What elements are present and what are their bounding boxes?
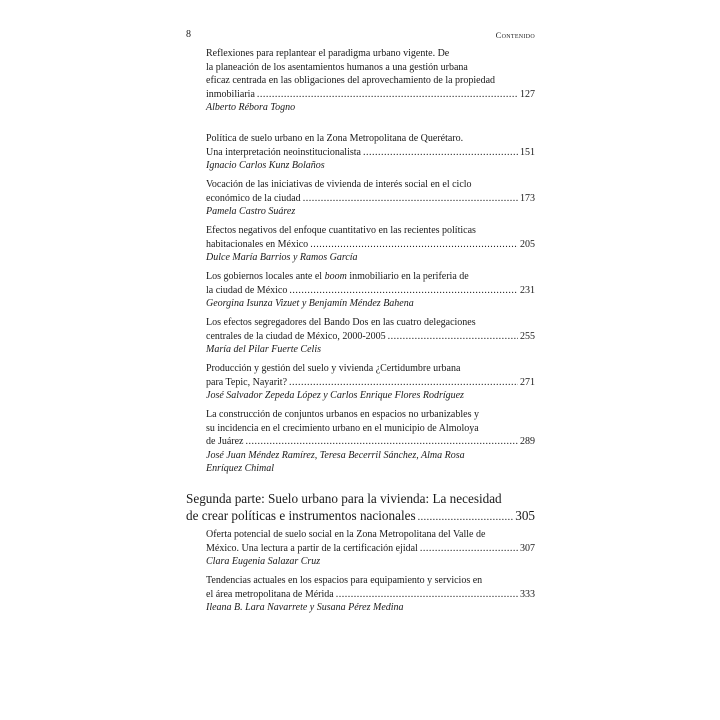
entry-title-text: el área metropolitana de Mérida — [206, 588, 334, 600]
toc-entry — [206, 132, 535, 173]
entry-title-last-line — [206, 284, 535, 298]
entry-author: Clara Eugenia Salazar Cruz — [206, 556, 321, 568]
entry-author: Alberto Rébora Togno — [206, 102, 296, 114]
entry-title-last-line — [206, 192, 535, 206]
dot-leader — [388, 330, 518, 344]
entry-title-text: habitacionales en México — [206, 238, 309, 250]
entry-title-last-line — [186, 508, 535, 527]
entry-title-text: inmobiliaria — [206, 88, 255, 100]
entry-title-line: Política de suelo urbano en la Zona Metropolitana de Querétaro. — [206, 133, 464, 144]
toc-entry — [206, 408, 535, 476]
toc-entry — [206, 178, 535, 219]
dot-leader — [418, 508, 514, 527]
entry-title-line: La construcción de conjuntos urbanos en espacios no urbanizables y — [206, 409, 479, 420]
entry-author: Ignacio Carlos Kunz Bolaños — [206, 160, 325, 172]
entry-title-text: de crear políticas e instrumentos nacionales — [186, 507, 416, 523]
entry-title-line: la planeación de los asentamientos humanos a una gestión urbana — [206, 61, 468, 73]
entry-page-number: 173 — [520, 192, 535, 204]
page-number: 8 — [186, 29, 191, 40]
entry-title-text: la ciudad de México — [206, 284, 288, 296]
entry-title-line: Vocación de las iniciativas de vivienda de interés social en el ciclo — [206, 179, 472, 190]
entry-author: Pamela Castro Suárez — [206, 206, 296, 218]
dot-leader — [310, 238, 518, 252]
entry-author: José Juan Méndez Ramírez, Teresa Becerril Sánchez, Alma Rosa — [206, 449, 465, 461]
entry-title-line — [206, 270, 535, 284]
entry-title-text: centrales de la ciudad de México, 2000-2005 — [206, 330, 386, 342]
entry-title-text: México. Una lectura a partir de la certificación ejidal — [206, 542, 418, 554]
entry-title-line: Segunda parte: Suelo urbano para la vivienda: La necesidad — [186, 491, 502, 506]
entry-title-last-line — [206, 238, 535, 252]
toc-entry — [206, 47, 535, 115]
dot-leader — [420, 542, 518, 556]
toc-entry — [206, 362, 535, 403]
entry-title-last-line — [206, 330, 535, 344]
entry-page-number: 333 — [520, 588, 535, 600]
entry-title-line: Reflexiones para replantear el paradigma urbano vigente. De — [206, 48, 450, 59]
title-text: Los gobiernos locales ante el — [206, 271, 325, 282]
toc-entry — [206, 574, 535, 615]
dot-leader — [289, 284, 518, 298]
dot-leader — [303, 192, 518, 206]
dot-leader — [257, 88, 518, 102]
entry-title-last-line — [206, 146, 535, 160]
entry-page-number: 289 — [520, 436, 535, 448]
title-text: inmobiliario en la periferia de — [346, 271, 469, 282]
entry-title-line: Tendencias actuales en los espacios para equipamiento y servicios en — [206, 575, 483, 586]
entry-title-last-line — [206, 588, 535, 602]
entry-author: Enríquez Chimal — [206, 463, 275, 475]
entry-title-last-line — [206, 376, 535, 390]
toc-entry — [206, 224, 535, 265]
toc-entry — [206, 316, 535, 357]
entry-author: Ileana B. Lara Navarrete y Susana Pérez Medina — [206, 602, 404, 614]
entry-title-text: Una interpretación neoinstitucionalista — [206, 146, 361, 158]
entry-page-number: 205 — [520, 238, 535, 250]
entry-page-number: 307 — [520, 542, 535, 554]
entry-page-number: 151 — [520, 146, 535, 158]
dot-leader — [363, 146, 518, 160]
entry-page-number: 305 — [515, 507, 535, 523]
entry-title-text: de Juárez — [206, 436, 244, 448]
running-head: Contenido — [495, 30, 535, 40]
entry-title-line: su incidencia en el crecimiento urbano en el municipio de Almoloya — [206, 422, 479, 434]
entry-title-line: Los efectos segregadores del Bando Dos en las cuatro delegaciones — [206, 317, 476, 328]
entry-title-last-line — [206, 88, 535, 102]
toc-entry — [206, 270, 535, 311]
entry-title-line: Efectos negativos del enfoque cuantitativo en las recientes políticas — [206, 225, 476, 236]
entry-author: María del Pilar Fuerte Celis — [206, 344, 321, 356]
entry-author: Dulce María Barrios y Ramos García — [206, 252, 358, 264]
entry-title-line: Oferta potencial de suelo social en la Zona Metropolitana del Valle de — [206, 529, 486, 540]
dot-leader — [289, 376, 518, 390]
part-heading — [186, 491, 535, 526]
entry-page-number: 231 — [520, 284, 535, 296]
dot-leader — [336, 588, 518, 602]
entry-page-number: 127 — [520, 88, 535, 100]
entry-title-line: Producción y gestión del suelo y vivienda ¿Certidumbre urbana — [206, 363, 461, 374]
entry-author: Georgina Isunza Vizuet y Benjamín Méndez Bahena — [206, 298, 414, 310]
entry-title-last-line — [206, 542, 535, 556]
entry-page-number: 255 — [520, 330, 535, 342]
entry-page-number: 271 — [520, 376, 535, 388]
entry-title-line: eficaz centrada en las obligaciones del aprovechamiento de la propiedad — [206, 75, 496, 87]
entry-title-text: para Tepic, Nayarit? — [206, 376, 288, 388]
dot-leader — [245, 435, 518, 449]
entry-title-text: económico de la ciudad — [206, 192, 301, 204]
entry-author: José Salvador Zepeda López y Carlos Enrique Flores Rodríguez — [206, 390, 464, 402]
toc-entry — [206, 528, 535, 569]
title-italic-text: boom — [324, 271, 347, 282]
entry-title-last-line — [206, 435, 535, 449]
